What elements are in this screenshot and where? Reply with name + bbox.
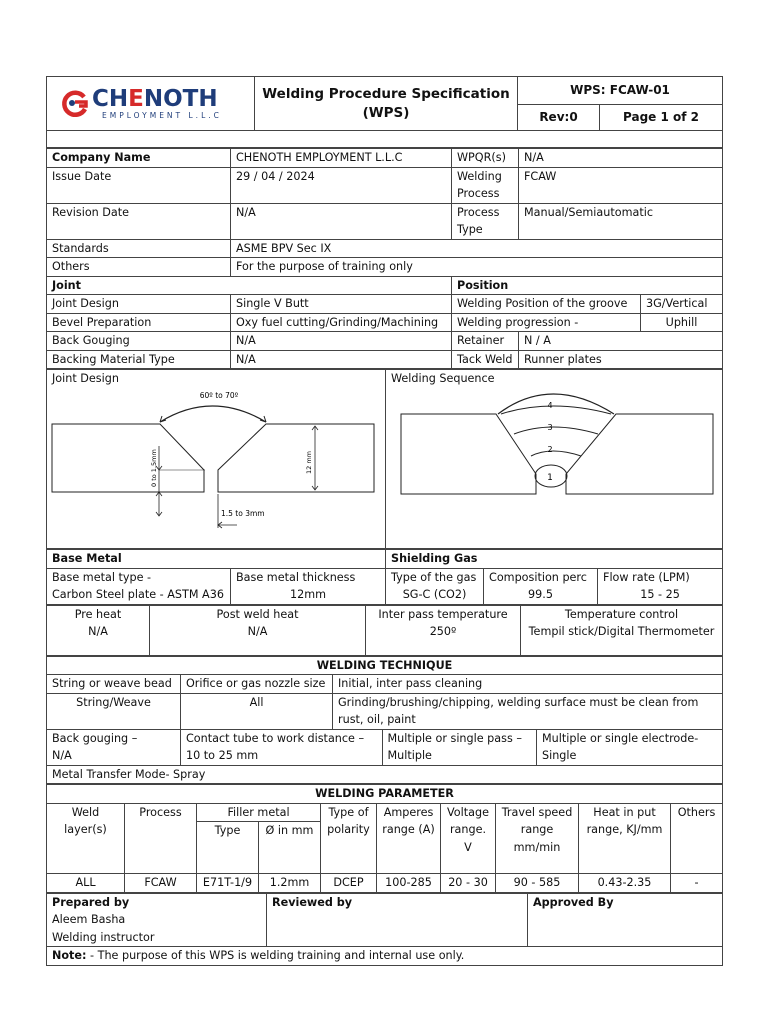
bevel-preparation-value: Oxy fuel cutting/Grinding/Machining (231, 313, 452, 332)
welding-progression-label: Welding progression - (452, 313, 641, 332)
standards-label: Standards (47, 239, 231, 258)
logo-subtext: EMPLOYMENT L.L.C (102, 111, 222, 120)
wps-number: WPS: FCAW-01 (518, 77, 723, 105)
welding-sequence-drawing (386, 370, 723, 548)
header-polarity: Type of polarity (321, 803, 377, 874)
pass-type: Multiple or single pass – Multiple (387, 731, 522, 762)
header-process: Process (125, 803, 197, 874)
welding-process-label: Welding Process (452, 167, 519, 203)
revision-number: Rev:0 (518, 105, 600, 131)
process-type-label: Process Type (452, 203, 519, 239)
cell-others: - (671, 874, 723, 893)
figures-table (46, 369, 723, 549)
electrode-type: Multiple or single electrode- Single (537, 729, 723, 765)
cell-layer: ALL (47, 874, 125, 893)
root-gap-label: 1.5 to 3mm (221, 509, 265, 518)
backing-material-value: N/A (231, 350, 452, 369)
prepared-by: Prepared by Aleem Basha Welding instructor (47, 893, 267, 947)
base-metal-table (46, 549, 723, 605)
reviewed-by: Reviewed by (267, 893, 528, 947)
joint-section-title: Joint (47, 276, 452, 295)
header-filler-type: Type (197, 822, 259, 874)
orifice-label: Orifice or gas nozzle size (181, 675, 333, 694)
orifice-value: All (181, 693, 333, 729)
process-type-value: Manual/Semiautomatic (519, 203, 723, 239)
metal-transfer-mode: Metal Transfer Mode- Spray (47, 765, 723, 784)
revision-date-value: N/A (231, 203, 452, 239)
standards-value: ASME BPV Sec IX (231, 239, 723, 258)
cell-travel-speed: 90 - 585 (496, 874, 579, 893)
header-amperes: Amperes range (A) (377, 803, 441, 874)
gas-composition: Composition perc 99.5 (484, 568, 598, 604)
root-face-label: 0 to 1.5mm (150, 449, 158, 487)
pass-1-label: 1 (547, 473, 553, 483)
wpqr-value: N/A (519, 149, 723, 168)
welding-parameter-title: WELDING PARAMETER (47, 785, 723, 804)
header-voltage: Voltage range. V (441, 803, 496, 874)
cleaning-value: Grinding/brushing/chipping, welding surface must be clean from rust, oil, paint (333, 693, 723, 729)
page-number: Page 1 of 2 (600, 105, 723, 131)
header-filler-diameter: Ø in mm (259, 822, 321, 874)
welding-sequence-caption: Welding Sequence (391, 372, 495, 385)
bevel-angle-label: 60º to 70º (199, 391, 239, 400)
others-value: For the purpose of training only (231, 258, 723, 277)
table-row (47, 874, 723, 893)
header-travel-speed: Travel speed range mm/min (496, 803, 579, 874)
gas-flow-rate: Flow rate (LPM) 15 - 25 (598, 568, 723, 604)
temperature-control: Temperature control Tempil stick/Digital Thermometer (521, 605, 723, 655)
groove-position-value: 3G/Vertical (641, 295, 723, 314)
others-label: Others (47, 258, 231, 277)
shielding-gas-title: Shielding Gas (386, 550, 723, 569)
logo-text: CHENOTH (92, 86, 218, 112)
company-value: CHENOTH EMPLOYMENT L.L.C (231, 149, 452, 168)
groove-position-label: Welding Position of the groove (452, 295, 641, 314)
parameter-table (46, 784, 723, 893)
cell-process: FCAW (125, 874, 197, 893)
joint-design-value: Single V Butt (231, 295, 452, 314)
gas-type: Type of the gas SG-C (CO2) (386, 568, 484, 604)
header-weld-layer: Weld layer(s) (47, 803, 125, 874)
joint-design-caption: Joint Design (52, 372, 119, 385)
cell-amperes: 100-285 (377, 874, 441, 893)
note: Note: - The purpose of this WPS is welding training and internal use only. (47, 947, 723, 966)
info-table (46, 148, 723, 369)
cell-filler-diameter: 1.2mm (259, 874, 321, 893)
wpqr-label: WPQR(s) (452, 149, 519, 168)
pass-4-label: 4 (547, 401, 553, 410)
welding-technique-title: WELDING TECHNIQUE (47, 656, 723, 675)
company-logo (47, 77, 255, 131)
approved-by: Approved By (528, 893, 723, 947)
bead-label: String or weave bead (47, 675, 181, 694)
post-weld-heat: Post weld heat N/A (150, 605, 366, 655)
retainer-value: N / A (519, 332, 723, 351)
base-metal-thickness: Base metal thickness 12mm (231, 568, 386, 604)
plate-thickness-label: 12 mm (305, 450, 313, 474)
cell-voltage: 20 - 30 (441, 874, 496, 893)
pass-3-label: 3 (547, 423, 553, 432)
joint-design-drawing (47, 370, 386, 548)
technique-table (46, 656, 723, 785)
pass-2-label: 2 (547, 445, 553, 454)
joint-design-figure (47, 370, 386, 549)
spacer-row (47, 131, 723, 148)
back-gouging-technique: Back gouging – N/A (47, 729, 181, 765)
tack-weld-value: Runner plates (519, 350, 723, 369)
welding-process-value: FCAW (519, 167, 723, 203)
header-others: Others (671, 803, 723, 874)
backing-material-label: Backing Material Type (47, 350, 231, 369)
header-table (46, 76, 723, 148)
header-filler-metal: Filler metal (197, 803, 321, 822)
welding-sequence-figure (386, 370, 723, 549)
heat-table (46, 605, 723, 656)
back-gouging-value: N/A (231, 332, 452, 351)
cell-polarity: DCEP (321, 874, 377, 893)
company-label: Company Name (47, 149, 231, 168)
joint-design-label: Joint Design (47, 295, 231, 314)
wps-document (46, 76, 722, 966)
document-title: Welding Procedure Specification (WPS) (255, 77, 518, 131)
tack-weld-label: Tack Weld (452, 350, 519, 369)
issue-date-value: 29 / 04 / 2024 (231, 167, 452, 203)
retainer-label: Retainer (452, 332, 519, 351)
signoff-table (46, 893, 723, 966)
back-gouging-label: Back Gouging (47, 332, 231, 351)
base-metal-title: Base Metal (47, 550, 386, 569)
position-section-title: Position (452, 276, 723, 295)
header-heat-input: Heat in put range, KJ/mm (579, 803, 671, 874)
bevel-preparation-label: Bevel Preparation (47, 313, 231, 332)
issue-date-label: Issue Date (47, 167, 231, 203)
welding-progression-value: Uphill (641, 313, 723, 332)
preheat: Pre heat N/A (47, 605, 150, 655)
contact-distance: Contact tube to work distance – 10 to 25 mm (181, 730, 382, 765)
cell-heat-input: 0.43-2.35 (579, 874, 671, 893)
interpass-temperature: Inter pass temperature 250º (366, 605, 521, 655)
base-metal-type: Base metal type - Carbon Steel plate - ASTM A36 (47, 568, 231, 604)
bead-value: String/Weave (47, 693, 181, 729)
cleaning-label: Initial, inter pass cleaning (333, 675, 723, 694)
revision-date-label: Revision Date (47, 203, 231, 239)
chenoth-logo-icon (60, 89, 90, 119)
cell-filler-type: E71T-1/9 (197, 874, 259, 893)
